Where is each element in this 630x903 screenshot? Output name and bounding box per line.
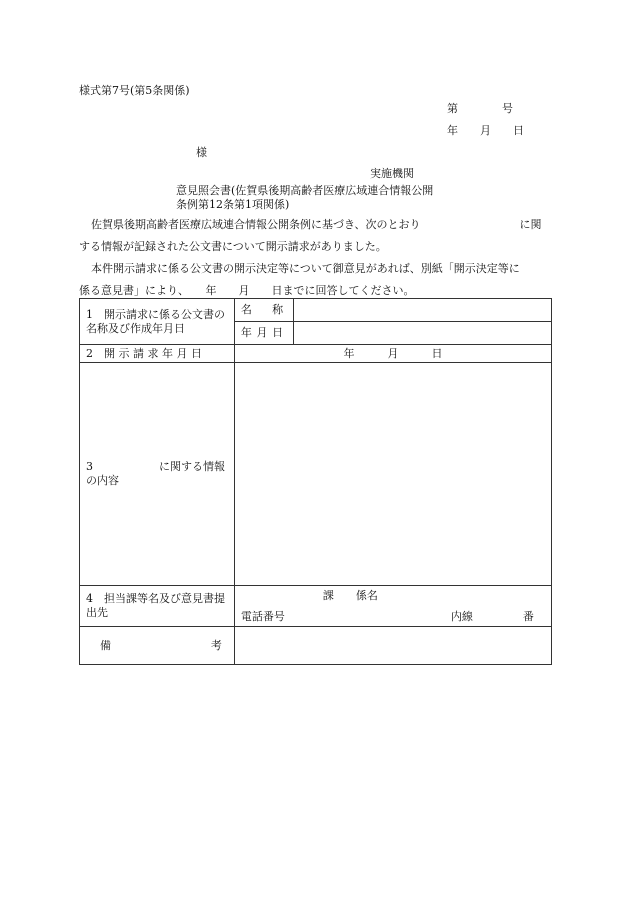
row1-date-label: 年 月 日 <box>234 322 293 345</box>
document-number: 第 号 <box>447 102 513 115</box>
row1-date-value[interactable] <box>294 322 552 345</box>
row3-label: 3 に関する情報の内容 <box>80 363 235 586</box>
form-number: 様式第7号(第5条関係) <box>79 84 190 97</box>
issuer-label: 実施機関 <box>370 167 414 180</box>
row1-label: 1 開示請求に係る公文書の名称及び作成年月日 <box>80 299 235 345</box>
inquiry-form-table <box>79 298 552 665</box>
document-title-line2: 条例第12条第1項関係) <box>176 198 290 211</box>
body-paragraph1-line2: する情報が記録された公文書について開示請求がありました。 <box>79 240 387 253</box>
row4-dept: 課 係名 <box>322 589 378 602</box>
row1-name-label: 名 称 <box>234 299 293 322</box>
row5-value[interactable] <box>234 627 551 665</box>
row4-label: 4 担当課等名及び意見書提出先 <box>80 586 235 627</box>
body-paragraph1-line1: 佐賀県後期高齢者医療広域連合情報公開条例に基づき、次のとおり に関 <box>91 218 542 231</box>
body-paragraph2-line2: 係る意見書」により、 年 月 日までに回答してください。 <box>79 284 415 297</box>
row4-ban: 番 <box>522 610 534 623</box>
document-title-line1: 意見照会書(佐賀県後期高齢者医療広域連合情報公開 <box>176 184 434 197</box>
row4-phone: 電話番号 <box>240 610 285 623</box>
row4-ext: 内線 <box>450 610 473 623</box>
row3-value[interactable] <box>234 363 551 586</box>
addressee-suffix: 様 <box>196 146 207 159</box>
body-paragraph2-line1: 本件開示請求に係る公文書の開示決定等について御意見があれば、別紙「開示決定等に <box>91 262 520 275</box>
document-date: 年 月 日 <box>447 124 524 137</box>
row5-label: 備 考 <box>80 627 235 665</box>
row2-value[interactable]: 年 月 日 <box>234 345 551 363</box>
row4-value[interactable] <box>234 586 551 627</box>
row1-name-value[interactable] <box>294 299 552 322</box>
row2-label: 2 開 示 請 求 年 月 日 <box>80 345 235 363</box>
